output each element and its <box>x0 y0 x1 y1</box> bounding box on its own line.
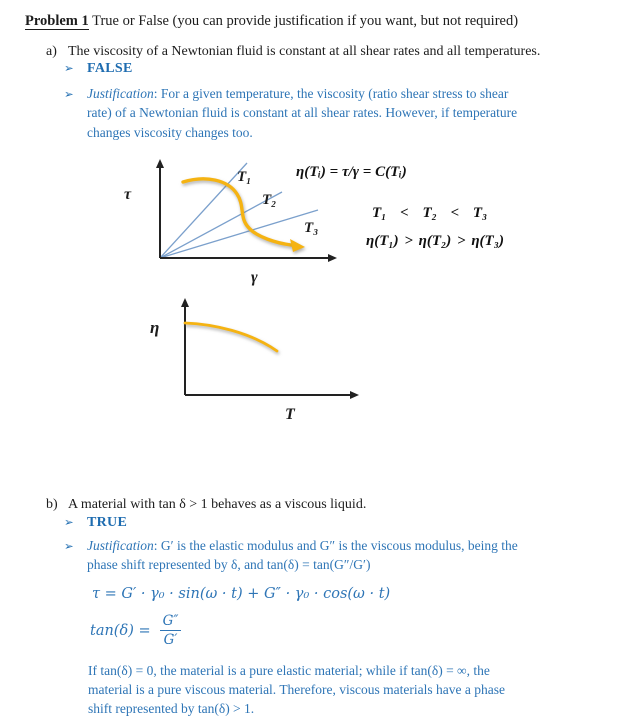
fraction-numerator: G″ <box>162 613 179 629</box>
justification-a-text: : For a given temperature, the viscosity (ratio shear stress to shear <box>153 86 509 101</box>
isotherm-label-T3: T₃ <box>304 220 319 236</box>
justification-a <box>64 84 517 142</box>
x-axis-arrow-icon <box>328 254 337 262</box>
justification-b <box>64 536 518 575</box>
figure-2-y-label: η <box>150 318 160 337</box>
viscosity-decay-curve <box>185 323 277 351</box>
answer-a-row <box>64 61 133 77</box>
justification-b-line-2: phase shift represented by δ, and tan(δ) = tan(G″/G′) <box>87 557 371 573</box>
item-b-label: b) <box>46 497 58 512</box>
figure-2-viscosity-vs-temperature <box>148 296 363 431</box>
tan-delta-equation <box>90 613 182 648</box>
arrow-bullet-icon: ➢ <box>64 515 74 529</box>
viscosity-inequality: η(T₁) > η(T₂) > η(T₃) <box>366 233 504 249</box>
temperature-inequality: T₁ < T₂ < T₃ <box>372 205 488 221</box>
problem-number: Problem 1 <box>25 13 89 29</box>
problem-title <box>25 13 518 30</box>
justification-b-line-1 <box>64 536 518 555</box>
isotherm-label-T2: T₂ <box>262 192 277 208</box>
justification-a-line-1 <box>64 84 517 103</box>
justification-a-line-2: rate) of a Newtonian fluid is constant at all shear rates. However, if temperature <box>87 105 518 121</box>
problem-title-text: True or False (you can provide justification if you want, but not required) <box>88 13 519 29</box>
conclusion-line-1: If tan(δ) = 0, the material is a pure elastic material; while if tan(δ) = ∞, the <box>88 663 490 678</box>
stress-equation: τ = G′ · γ₀ · sin(ω · t) + G″ · γ₀ · cos(ω · t) <box>92 586 391 602</box>
conclusion-line-2: material is a pure viscous material. Therefore, viscous materials have a phase <box>88 682 505 698</box>
justification-b-text: : G′ is the elastic modulus and G″ is the viscous modulus, being the <box>153 538 518 553</box>
arrow-bullet-icon: ➢ <box>64 61 74 75</box>
justification-b-prefix: Justification <box>87 538 154 553</box>
figure-1-x-label: γ <box>251 269 258 286</box>
tan-delta-lhs: tan(δ) = <box>90 622 151 639</box>
isotherm-label-T1: T₁ <box>237 169 252 185</box>
arrow-bullet-icon: ➢ <box>64 539 74 553</box>
justification-a-prefix: Justification <box>87 86 154 101</box>
figure-1-y-label: τ <box>124 186 132 203</box>
x-axis-arrow-icon <box>350 391 359 399</box>
fraction-denominator: G′ <box>160 630 182 648</box>
curve-arrow-icon <box>290 239 305 252</box>
answer-a: FALSE <box>87 61 133 76</box>
item-a <box>46 44 540 60</box>
answer-b-row <box>64 515 127 531</box>
modulus-fraction <box>159 613 183 648</box>
conclusion-line-3: shift represented by tan(δ) > 1. <box>88 701 255 717</box>
item-a-text: The viscosity of a Newtonian fluid is constant at all shear rates and all temperatures. <box>68 44 541 59</box>
item-a-label: a) <box>46 44 57 59</box>
answer-b: TRUE <box>87 515 128 530</box>
y-axis-arrow-icon <box>181 298 189 307</box>
conclusion-paragraph <box>88 661 505 719</box>
item-b <box>46 497 366 513</box>
arrow-bullet-icon: ➢ <box>64 87 74 101</box>
figure-2-x-label: T <box>285 406 295 423</box>
justification-a-line-3: changes viscosity changes too. <box>87 124 253 140</box>
item-b-text: A material with tan δ > 1 behaves as a viscous liquid. <box>68 497 367 512</box>
y-axis-arrow-icon <box>156 159 164 168</box>
viscosity-definition-equation: η(Tᵢ) = τ/γ = C(Tᵢ) <box>296 164 407 180</box>
